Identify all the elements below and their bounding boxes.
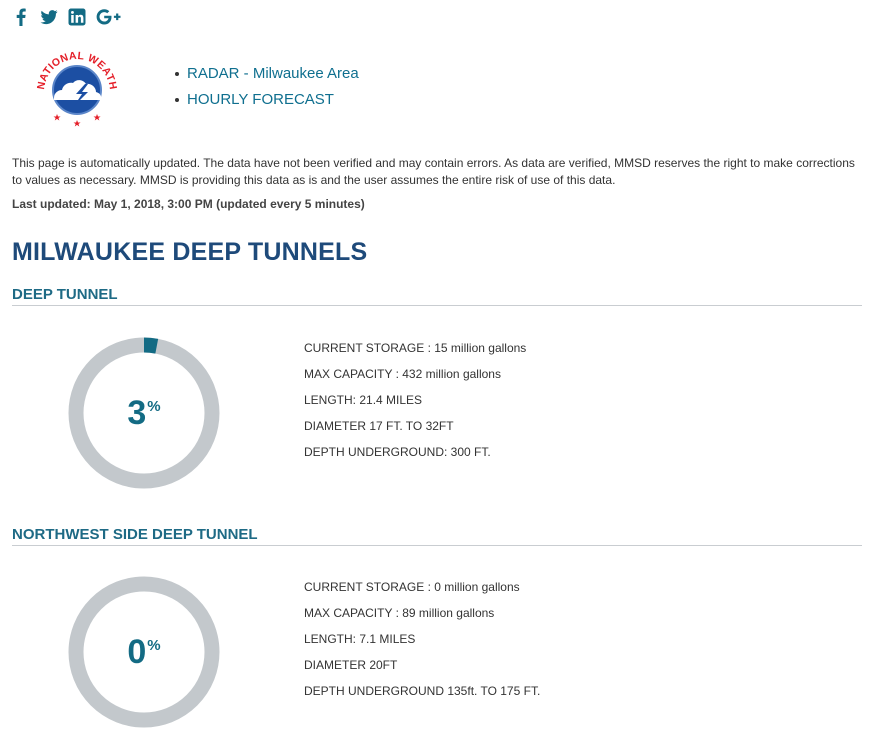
linkedin-icon[interactable] [68, 8, 86, 26]
page-title: MILWAUKEE DEEP TUNNELS [12, 238, 368, 266]
disclaimer-text: This page is automatically updated. The data have not been verified and may contain errors. As data are verified, MMSD reserves the right to make corrections to values as necessary. MMSD is providing this data as is and the user assumes the entire risk of use of this data. [12, 156, 855, 187]
gauge-percent-sign: % [147, 397, 161, 415]
stat-diameter: DIAMETER 17 FT. TO 32FT [304, 419, 454, 433]
storage-gauge-northwest-tunnel [68, 576, 220, 728]
stat-length: LENGTH: 7.1 MILES [304, 632, 416, 646]
stat-max-capacity: MAX CAPACITY : 432 million gallons [304, 367, 501, 381]
stat-current-storage: CURRENT STORAGE : 15 million gallons [304, 341, 527, 355]
section-title-deep-tunnel: DEEP TUNNEL [12, 286, 862, 306]
google-plus-icon[interactable] [96, 8, 122, 26]
twitter-icon[interactable] [40, 8, 58, 26]
stat-length: LENGTH: 21.4 MILES [304, 393, 423, 407]
section-title-northwest-tunnel: NORTHWEST SIDE DEEP TUNNEL [12, 526, 862, 546]
gauge-percent-sign: % [147, 636, 161, 654]
list-item [170, 89, 359, 115]
tunnel-stats-northwest-tunnel [304, 579, 540, 709]
hourly-forecast-link[interactable]: HOURLY FORECAST [187, 91, 334, 108]
social-links [12, 8, 122, 26]
facebook-icon[interactable] [12, 8, 30, 26]
gauge-percent [68, 337, 220, 489]
last-updated: Last updated: May 1, 2018, 3:00 PM (updated every 5 minutes) [12, 197, 365, 211]
storage-gauge-deep-tunnel [68, 337, 220, 489]
list-item [170, 63, 359, 89]
logo-arc-text: NATIONAL WEATH [34, 49, 120, 91]
stat-diameter: DIAMETER 20FT [304, 658, 398, 672]
gauge-percent-value: 0 [127, 632, 147, 671]
stat-current-storage: CURRENT STORAGE : 0 million gallons [304, 580, 520, 594]
tunnel-stats-deep-tunnel [304, 340, 526, 470]
radar-link[interactable]: RADAR - Milwaukee Area [187, 65, 359, 82]
stat-depth: DEPTH UNDERGROUND 135ft. TO 175 FT. [304, 684, 541, 698]
nws-logo[interactable] [30, 40, 124, 130]
stat-max-capacity: MAX CAPACITY : 89 million gallons [304, 606, 495, 620]
quick-links [170, 63, 359, 115]
gauge-percent [68, 576, 220, 728]
stat-depth: DEPTH UNDERGROUND: 300 FT. [304, 445, 491, 459]
gauge-percent-value: 3 [127, 393, 147, 432]
